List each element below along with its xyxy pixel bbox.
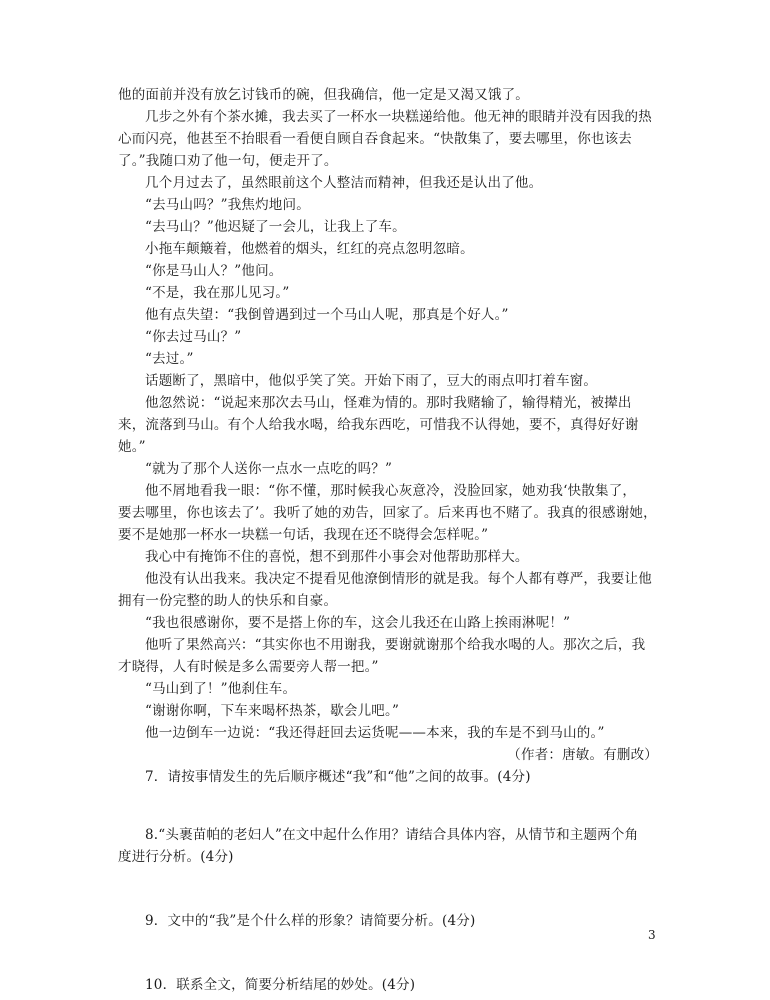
answer-space-9 (118, 932, 658, 974)
paragraph-line: 他有点失望：“我倒曾遇到过一个马山人呢，那真是个好人。” (145, 307, 509, 323)
paragraph-line: “我也很感谢你，要不是搭上你的车，这会儿我还在山路上挨雨淋呢！” (145, 615, 571, 631)
paragraph-line: 来，流落到马山。有个人给我水喝，给我东西吃，可惜我不认得她，要不，真得好好谢 (118, 417, 639, 433)
paragraph-line: “你是马山人？”他问。 (145, 263, 283, 279)
page-number: 3 (648, 928, 656, 942)
paragraph-line: 我心中有掩饰不住的喜悦，想不到那件小事会对他帮助那样大。 (145, 549, 529, 565)
paragraph-line: “去马山吗？”我焦灼地问。 (145, 197, 310, 213)
paragraph-line: 话题断了，黑暗中，他似乎笑了笑。开始下雨了，豆大的雨点叩打着车窗。 (145, 373, 598, 389)
question-8-line-2: 度进行分析。(4分) (118, 849, 234, 865)
question-9: 9．文中的“我”是个什么样的形象？请简要分析。(4分) (145, 913, 476, 929)
question-10: 10．联系全文，简要分析结尾的妙处。(4分) (145, 977, 416, 993)
paragraph-line: 他听了果然高兴：“其实你也不用谢我，要谢就谢那个给我水喝的人。那次之后，我 (145, 637, 646, 653)
document-page (118, 84, 658, 996)
paragraph-line: 几步之外有个茶水摊，我去买了一杯水一块糕递给他。他无神的眼睛并没有因我的热 (145, 109, 652, 125)
paragraph-line: 小拖车颠簸着，他燃着的烟头，红红的亮点忽明忽暗。 (145, 241, 474, 257)
attribution: （作者：唐敏。有删改） (507, 747, 658, 763)
story-text (118, 84, 658, 744)
paragraph-line: 心而闪亮，他甚至不抬眼看一看便自顾自吞食起来。“快散集了，要去哪里，你也该去 (118, 131, 633, 147)
paragraph-line: 他没有认出我来。我决定不提看见他潦倒情形的就是我。每个人都有尊严，我要让他 (145, 571, 652, 587)
paragraph-line: “马山到了！”他刹住车。 (145, 681, 297, 697)
paragraph-line: 了。”我随口劝了他一句，便走开了。 (118, 153, 338, 169)
paragraph-line: “去过。” (145, 351, 194, 367)
paragraph-line: 他一边倒车一边说：“我还得赶回去运货呢——本来，我的车是不到马山的。” (145, 725, 605, 741)
paragraph-line: 她。” (118, 439, 146, 455)
paragraph-line: 拥有一份完整的助人的快乐和自豪。 (118, 593, 338, 609)
paragraph-line: 要不是她那一杯水一块糕一句话，我现在还不晓得会怎样呢。” (118, 527, 489, 543)
answer-space-7 (118, 788, 658, 824)
paragraph-line: 他不屑地看我一眼：“你不懂，那时候我心灰意冷，没脸回家，她劝我‘快散集了， (145, 483, 637, 499)
paragraph-line: “你去过马山？” (145, 329, 242, 345)
paragraph-line: “谢谢你啊，下车来喝杯热茶，歇会儿吧。” (145, 703, 400, 719)
paragraph-line: 才晓得，人有时候是多么需要旁人帮一把。” (118, 659, 379, 675)
question-8-line-1: 8.“头裹苗帕的老妇人”在文中起什么作用？请结合具体内容，从情节和主题两个角 (145, 827, 639, 843)
paragraph-line: 要去哪里，你也该去了’。我听了她的劝告，回家了。后来再也不赌了。我真的很感谢她， (118, 505, 657, 521)
paragraph-line: “不是，我在那儿见习。” (145, 285, 290, 301)
paragraph-line: 他忽然说：“说起来那次去马山，怪难为情的。那时我赌输了，输得精光，被撵出 (145, 395, 632, 411)
paragraph-line: 几个月过去了，虽然眼前这个人整洁而精神，但我还是认出了他。 (145, 175, 543, 191)
paragraph-line: 他的面前并没有放乞讨钱币的碗，但我确信，他一定是又渴又饿了。 (118, 87, 529, 103)
question-7: 7．请按事情发生的先后顺序概述“我”和“他”之间的故事。(4分) (145, 769, 531, 785)
paragraph-line: “就为了那个人送你一点水一点吃的吗？” (145, 461, 393, 477)
answer-space-8 (118, 868, 658, 910)
paragraph-line: “去马山？”他迟疑了一会儿，让我上了车。 (145, 219, 406, 235)
